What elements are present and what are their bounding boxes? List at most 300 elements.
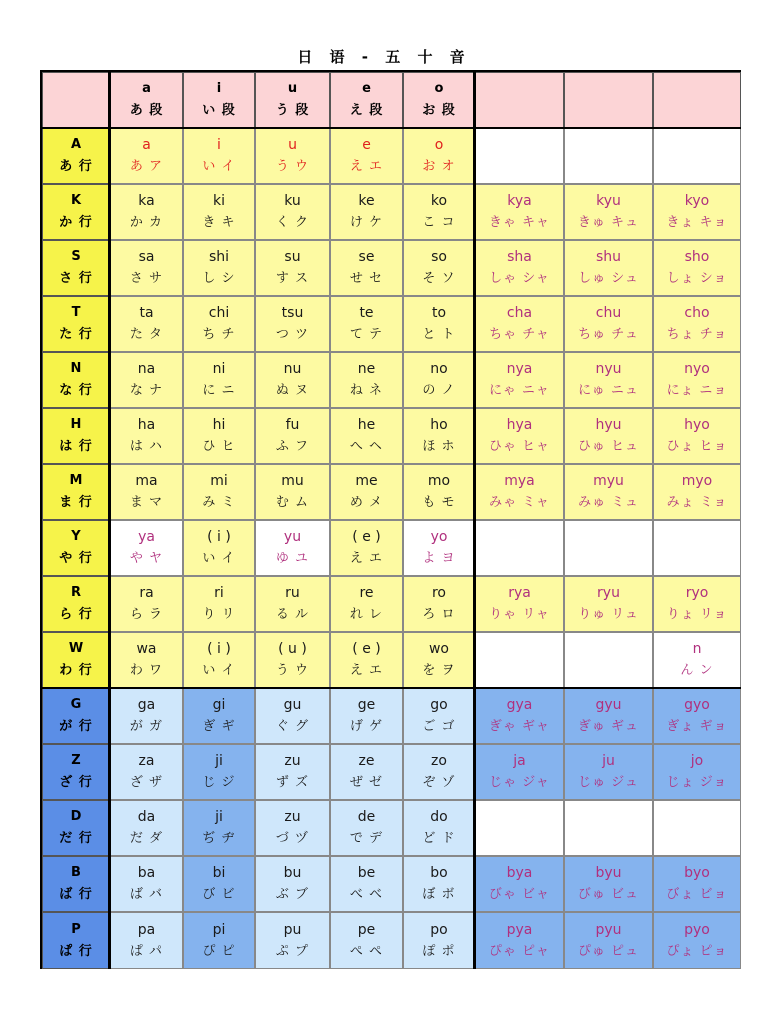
kana-romaji: po xyxy=(430,921,448,938)
yoon-romaji: mya xyxy=(504,473,535,489)
yoon-kana: ちょ チョ xyxy=(666,327,728,342)
yoon-kana: みょ ミョ xyxy=(666,495,728,510)
kana-romaji: ki xyxy=(213,193,225,209)
yoon-romaji: sha xyxy=(507,249,532,265)
kana-cell xyxy=(255,688,330,744)
yoon-cell xyxy=(475,576,564,632)
column-kana: あ 段 xyxy=(129,103,164,118)
kana-romaji: o xyxy=(434,137,444,153)
kana-cell xyxy=(255,800,330,856)
kana-chars: め メ xyxy=(349,495,384,510)
yoon-kana: きゅ キュ xyxy=(577,215,640,230)
kana-romaji: to xyxy=(431,305,447,321)
yoon-cell xyxy=(564,744,653,800)
kana-cell xyxy=(255,464,330,520)
kana-cell xyxy=(183,912,255,969)
yoon-cell xyxy=(564,184,653,240)
kana-romaji: ro xyxy=(431,585,446,601)
kana-romaji: ra xyxy=(139,585,154,601)
kana-cell xyxy=(110,128,183,184)
kana-chars: で デ xyxy=(349,831,384,846)
yoon-kana: みゅ ミュ xyxy=(578,495,639,510)
yoon-kana: ひょ ヒョ xyxy=(666,439,728,454)
kana-chars: そ ソ xyxy=(422,271,456,286)
yoon-cell xyxy=(564,296,653,352)
kana-cell xyxy=(403,856,475,912)
kana-chars: に ニ xyxy=(202,383,236,398)
yoon-kana: ちゅ チュ xyxy=(578,327,639,342)
kana-cell xyxy=(403,520,475,576)
header-blank xyxy=(564,72,653,128)
yoon-romaji: sho xyxy=(684,249,710,265)
kana-romaji: ( u ) xyxy=(278,641,307,657)
kana-cell xyxy=(403,184,475,240)
yoon-kana: しょ ショ xyxy=(666,271,728,286)
kana-romaji: re xyxy=(359,585,374,601)
kana-cell xyxy=(403,408,475,464)
yoon-kana: りゃ リャ xyxy=(489,607,550,622)
yoon-kana: きょ キョ xyxy=(666,215,728,230)
column-romaji: i xyxy=(216,81,222,96)
column-header xyxy=(183,72,255,128)
row-label xyxy=(42,520,110,576)
kana-chars: ち チ xyxy=(202,327,236,342)
kana-cell xyxy=(110,352,183,408)
kana-cell xyxy=(403,576,475,632)
kana-cell xyxy=(183,632,255,688)
kana-chars: え エ xyxy=(349,159,384,174)
kana-romaji: be xyxy=(357,865,376,881)
yoon-cell xyxy=(564,856,653,912)
kana-cell xyxy=(330,688,403,744)
yoon-romaji: byu xyxy=(595,865,622,881)
yoon-cell xyxy=(653,408,741,464)
row-label-romaji: H xyxy=(70,417,82,432)
row-label-romaji: D xyxy=(70,809,82,824)
yoon-cell xyxy=(564,688,653,744)
yoon-kana: ひゅ ヒュ xyxy=(577,439,640,454)
yoon-kana: にょ ニョ xyxy=(666,383,728,398)
kana-chars: か カ xyxy=(129,215,164,230)
kana-romaji: no xyxy=(430,361,448,377)
row-label xyxy=(42,744,110,800)
kana-cell xyxy=(255,576,330,632)
kana-romaji: ya xyxy=(138,529,155,545)
empty-cell xyxy=(475,800,564,856)
kana-romaji: ( i ) xyxy=(207,641,231,657)
kana-cell xyxy=(255,352,330,408)
yoon-cell xyxy=(475,296,564,352)
kana-chars: ろ ロ xyxy=(422,607,456,622)
column-kana: お 段 xyxy=(422,103,456,118)
row-label-romaji: P xyxy=(71,921,81,937)
yoon-romaji: hyo xyxy=(684,417,710,433)
kana-romaji: gi xyxy=(212,697,226,713)
yoon-cell xyxy=(653,184,741,240)
yoon-romaji: gyu xyxy=(595,697,622,713)
kana-cell xyxy=(110,800,183,856)
kana-cell xyxy=(255,408,330,464)
kana-chars: こ コ xyxy=(422,215,456,230)
row-label xyxy=(42,128,110,184)
kana-chars: べ ベ xyxy=(349,887,384,902)
yoon-cell xyxy=(564,240,653,296)
kana-romaji: ga xyxy=(137,697,156,713)
kana-chars: ぢ ヂ xyxy=(202,831,236,846)
kana-romaji: pa xyxy=(137,921,156,938)
kana-chars: だ ダ xyxy=(129,831,164,846)
kana-cell xyxy=(183,520,255,576)
kana-chars: も モ xyxy=(422,495,456,510)
kana-romaji: ka xyxy=(138,193,155,209)
yoon-cell xyxy=(653,464,741,520)
kana-chars: て テ xyxy=(349,327,384,342)
kana-cell xyxy=(183,240,255,296)
kana-cell xyxy=(255,128,330,184)
kana-romaji: tsu xyxy=(281,305,304,321)
kana-cell xyxy=(183,408,255,464)
yoon-romaji: rya xyxy=(508,585,531,601)
yoon-romaji: kyo xyxy=(684,193,710,209)
kana-chars: ぷ プ xyxy=(275,943,310,959)
row-label xyxy=(42,912,110,969)
yoon-kana: ぴゃ ピャ xyxy=(488,943,551,959)
kana-cell xyxy=(403,688,475,744)
kana-romaji: nu xyxy=(283,361,302,377)
kana-chars: す ス xyxy=(275,271,310,286)
kana-romaji: de xyxy=(357,809,376,825)
kana-romaji: i xyxy=(217,137,221,153)
kana-chars: ざ ザ xyxy=(129,775,164,790)
column-romaji: o xyxy=(434,81,444,96)
empty-cell xyxy=(475,520,564,576)
kana-cell xyxy=(183,128,255,184)
kana-cell xyxy=(403,744,475,800)
kana-chars: ぜ ゼ xyxy=(349,775,384,790)
kana-chars: ら ラ xyxy=(129,607,164,622)
yoon-romaji: n xyxy=(692,641,702,657)
yoon-romaji: byo xyxy=(684,865,710,881)
row-label xyxy=(42,632,110,688)
kana-cell xyxy=(183,352,255,408)
kana-romaji: ji xyxy=(215,809,223,825)
kana-romaji: do xyxy=(430,809,448,825)
kana-cell xyxy=(183,464,255,520)
yoon-cell xyxy=(653,352,741,408)
kana-chars: ほ ホ xyxy=(422,439,456,454)
yoon-kana: しゃ シャ xyxy=(489,271,550,286)
yoon-kana: ぎゅ ギュ xyxy=(577,719,640,734)
kana-chars: む ム xyxy=(275,495,310,510)
kana-romaji: ha xyxy=(137,417,156,433)
kana-cell xyxy=(403,464,475,520)
row-label xyxy=(42,296,110,352)
column-kana: え 段 xyxy=(349,103,384,118)
yoon-kana: しゅ シュ xyxy=(578,271,639,286)
row-label-romaji: W xyxy=(68,641,84,656)
row-label xyxy=(42,240,110,296)
separator-horizontal xyxy=(42,127,741,129)
yoon-kana: りょ リョ xyxy=(666,607,728,622)
kana-chars: や ヤ xyxy=(129,551,164,566)
kana-chars: へ ヘ xyxy=(349,439,384,454)
yoon-kana: ぴゅ ピュ xyxy=(577,943,640,959)
kana-romaji: ( e ) xyxy=(352,641,381,657)
kana-romaji: shi xyxy=(208,249,230,265)
kana-romaji: bi xyxy=(212,865,226,881)
kana-chars: を ヲ xyxy=(422,663,456,678)
kana-cell xyxy=(183,184,255,240)
yoon-cell xyxy=(653,632,741,688)
header-corner xyxy=(42,72,110,128)
kana-chars: ひ ヒ xyxy=(202,439,236,454)
kana-romaji: zo xyxy=(431,753,447,769)
yoon-romaji: chu xyxy=(595,305,622,321)
kana-romaji: da xyxy=(137,809,156,825)
row-label-romaji: T xyxy=(71,305,81,320)
kana-romaji: ma xyxy=(135,473,158,489)
kana-cell xyxy=(330,352,403,408)
row-label-kana: や 行 xyxy=(59,551,93,566)
kana-chars: く ク xyxy=(275,215,310,230)
yoon-cell xyxy=(564,464,653,520)
kana-romaji: ta xyxy=(139,305,154,321)
kana-chars: い イ xyxy=(202,159,236,174)
yoon-cell xyxy=(564,352,653,408)
kana-romaji: na xyxy=(137,361,156,377)
yoon-cell xyxy=(653,296,741,352)
empty-cell xyxy=(653,520,741,576)
row-label-kana: あ 行 xyxy=(59,159,93,174)
kana-chars: り リ xyxy=(202,607,236,622)
yoon-cell xyxy=(475,688,564,744)
yoon-kana: びょ ビョ xyxy=(666,887,728,902)
kana-romaji: go xyxy=(430,697,448,713)
row-label-kana: た 行 xyxy=(59,327,93,342)
kana-cell xyxy=(330,296,403,352)
kana-romaji: bu xyxy=(283,865,302,881)
yoon-cell xyxy=(475,744,564,800)
yoon-cell xyxy=(653,744,741,800)
kana-cell xyxy=(110,464,183,520)
kana-cell xyxy=(110,576,183,632)
empty-cell xyxy=(564,520,653,576)
kana-cell xyxy=(110,296,183,352)
page-title: 日 语 - 五 十 音 xyxy=(297,48,471,66)
kana-romaji: yo xyxy=(430,529,448,545)
kana-cell xyxy=(330,128,403,184)
kana-romaji: wo xyxy=(428,641,449,657)
kana-romaji: ni xyxy=(212,361,226,377)
kana-romaji: mo xyxy=(427,473,451,489)
kana-chars: づ ヅ xyxy=(275,831,310,846)
kana-romaji: fu xyxy=(285,417,300,433)
kana-cell xyxy=(330,856,403,912)
kana-cell xyxy=(110,856,183,912)
row-label xyxy=(42,800,110,856)
row-label xyxy=(42,352,110,408)
yoon-cell xyxy=(475,856,564,912)
yoon-kana: きゃ キャ xyxy=(488,215,551,230)
kana-cell xyxy=(183,576,255,632)
yoon-romaji: hyu xyxy=(595,417,622,433)
empty-cell xyxy=(475,632,564,688)
separator-vertical xyxy=(108,72,111,969)
yoon-cell xyxy=(475,408,564,464)
kana-romaji: chi xyxy=(208,305,230,321)
kana-chars: し シ xyxy=(202,271,236,286)
kana-romaji: ge xyxy=(357,697,376,713)
yoon-romaji: ryu xyxy=(597,585,620,601)
kana-chars: よ ヨ xyxy=(422,551,456,566)
yoon-romaji: nyo xyxy=(684,361,710,377)
yoon-romaji: ja xyxy=(513,753,526,769)
kana-cell xyxy=(110,408,183,464)
yoon-romaji: gyo xyxy=(684,697,710,713)
yoon-romaji: nya xyxy=(506,361,533,377)
yoon-romaji: kya xyxy=(507,193,532,209)
kana-romaji: ( i ) xyxy=(207,529,231,545)
separator-vertical xyxy=(473,72,476,969)
kana-chars: が ガ xyxy=(129,719,164,734)
yoon-romaji: myu xyxy=(593,473,624,489)
kana-cell xyxy=(110,688,183,744)
yoon-cell xyxy=(564,408,653,464)
yoon-romaji: gya xyxy=(506,697,533,713)
kana-cell xyxy=(403,800,475,856)
row-label-kana: ら 行 xyxy=(59,607,93,622)
column-kana: い 段 xyxy=(202,103,236,118)
kana-chars: る ル xyxy=(275,607,310,622)
yoon-cell xyxy=(653,856,741,912)
kana-cell xyxy=(330,632,403,688)
row-label-kana: わ 行 xyxy=(59,663,93,678)
kana-cell xyxy=(255,632,330,688)
row-label-romaji: B xyxy=(71,865,81,880)
kana-romaji: sa xyxy=(138,249,155,265)
header-blank xyxy=(653,72,741,128)
empty-cell xyxy=(564,128,653,184)
kana-cell xyxy=(110,240,183,296)
empty-cell xyxy=(653,800,741,856)
kana-chars: ぎ ギ xyxy=(202,719,236,734)
kana-romaji: hi xyxy=(212,417,226,433)
yoon-romaji: kyu xyxy=(596,193,621,209)
kana-chars: ぽ ポ xyxy=(422,943,456,959)
column-kana: う 段 xyxy=(275,103,310,118)
empty-cell xyxy=(564,800,653,856)
yoon-romaji: hya xyxy=(506,417,533,433)
column-header xyxy=(255,72,330,128)
kana-romaji: za xyxy=(138,753,155,769)
yoon-kana: にゃ ニャ xyxy=(489,383,550,398)
kana-cell xyxy=(255,296,330,352)
kana-chars: え エ xyxy=(349,663,384,678)
yoon-kana: ちゃ チャ xyxy=(489,327,550,342)
kana-romaji: pe xyxy=(357,921,376,938)
kana-cell xyxy=(255,744,330,800)
kana-cell xyxy=(255,856,330,912)
yoon-cell xyxy=(475,184,564,240)
kana-romaji: pu xyxy=(283,921,302,938)
column-romaji: a xyxy=(142,81,151,96)
row-label-romaji: Y xyxy=(71,529,81,544)
kana-cell xyxy=(110,520,183,576)
kana-romaji: me xyxy=(355,473,378,489)
yoon-romaji: nyu xyxy=(595,361,622,377)
kana-romaji: ri xyxy=(214,585,224,601)
kana-cell xyxy=(110,744,183,800)
kana-chars: ぼ ボ xyxy=(422,887,456,902)
row-label-romaji: Z xyxy=(71,753,81,768)
kana-chars: お オ xyxy=(422,159,456,174)
column-header xyxy=(403,72,475,128)
kana-cell xyxy=(330,464,403,520)
yoon-romaji: ryo xyxy=(685,585,709,601)
row-label-kana: ま 行 xyxy=(59,495,93,510)
kana-chars: ぐ グ xyxy=(275,719,310,734)
yoon-kana: ぴょ ピョ xyxy=(666,943,728,959)
yoon-romaji: pya xyxy=(506,921,533,938)
kana-chars: ぺ ペ xyxy=(349,943,384,959)
yoon-cell xyxy=(475,464,564,520)
kana-chars: ご ゴ xyxy=(422,719,456,734)
row-label xyxy=(42,688,110,744)
kana-chars: ぴ ピ xyxy=(202,943,236,959)
yoon-romaji: cho xyxy=(684,305,710,321)
kana-chars: わ ワ xyxy=(129,663,164,678)
yoon-cell xyxy=(653,688,741,744)
row-label-kana: は 行 xyxy=(59,439,93,454)
kana-cell xyxy=(330,744,403,800)
empty-cell xyxy=(475,128,564,184)
kana-cell xyxy=(183,744,255,800)
kana-chars: ぱ パ xyxy=(129,943,164,959)
kana-chars: じ ジ xyxy=(202,775,236,790)
yoon-romaji: jo xyxy=(690,753,704,769)
kana-romaji: he xyxy=(357,417,376,433)
kana-chars: ず ズ xyxy=(275,775,310,790)
kana-chars: ぬ ヌ xyxy=(275,383,310,398)
kana-cell xyxy=(403,296,475,352)
kana-chars: ゆ ユ xyxy=(275,551,310,566)
kana-romaji: a xyxy=(142,137,151,153)
kana-cell xyxy=(403,632,475,688)
kana-romaji: pi xyxy=(212,921,226,938)
yoon-romaji: ju xyxy=(602,753,615,769)
yoon-romaji: bya xyxy=(506,865,533,881)
yoon-cell xyxy=(653,576,741,632)
row-label-kana: ぱ 行 xyxy=(59,943,93,959)
row-label xyxy=(42,464,110,520)
kana-cell xyxy=(183,296,255,352)
kana-chars: ま マ xyxy=(129,495,164,510)
kana-romaji: ne xyxy=(357,361,376,377)
yoon-kana: じゃ ジャ xyxy=(489,775,550,790)
separator-horizontal xyxy=(42,687,741,689)
yoon-kana: ぎゃ ギャ xyxy=(488,719,551,734)
kana-chars: あ ア xyxy=(129,159,164,174)
kana-romaji: mi xyxy=(210,473,228,489)
row-label-romaji: S xyxy=(71,249,81,264)
empty-cell xyxy=(564,632,653,688)
kana-romaji: wa xyxy=(136,641,157,657)
kana-chars: み ミ xyxy=(202,495,236,510)
yoon-kana: にゅ ニュ xyxy=(578,383,639,398)
yoon-kana: びゃ ビャ xyxy=(488,887,551,902)
kana-chars: ぞ ゾ xyxy=(422,775,456,790)
yoon-romaji: pyu xyxy=(595,921,622,938)
